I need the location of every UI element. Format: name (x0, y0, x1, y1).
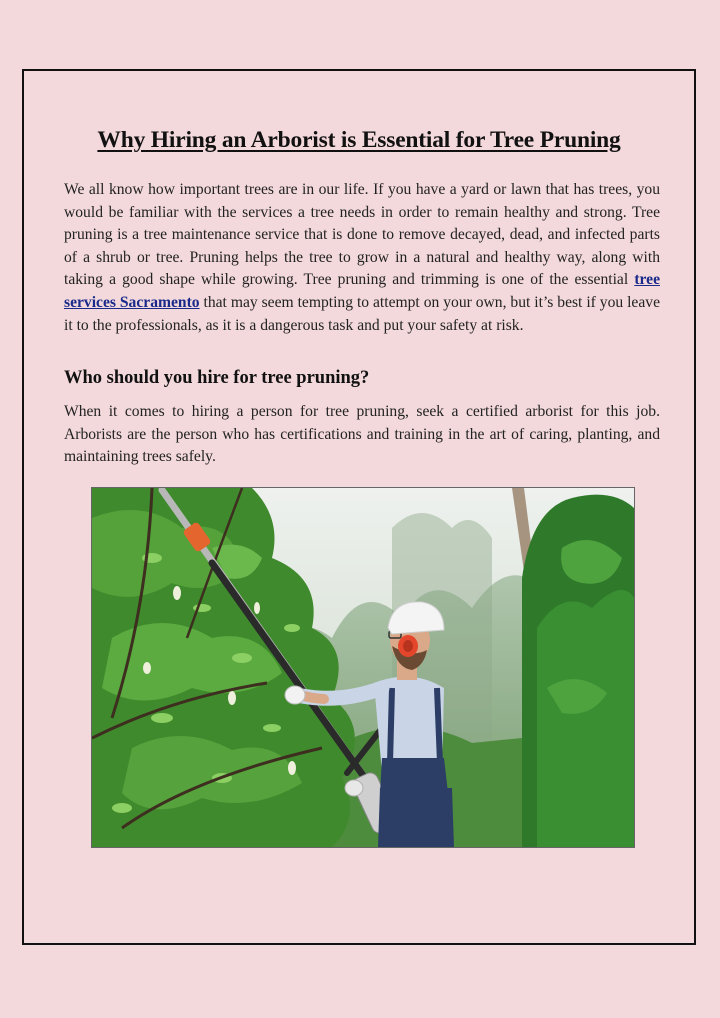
section-paragraph: When it comes to hiring a person for tree pruning, seek a certified arborist for this job. Arborists are the person who has certifications and training in the art of caring, planting, and maintaining trees safely. (64, 403, 660, 466)
arborist-photo (91, 487, 635, 848)
document-frame (22, 69, 696, 945)
page-title: Why Hiring an Arborist is Essential for Tree Pruning (97, 127, 621, 153)
section-heading: Who should you hire for tree pruning? (64, 368, 370, 388)
intro-text-before-link: We all know how important trees are in our life. If you have a yard or lawn that has trees, you would be familiar with the services a tree needs in order to remain healthy and strong. Tree pruning is a tree maintenance service that is done to remove decayed, dead, and infected parts of a shrub or tree. Pruning helps the tree to grow in a natural and healthy way, along with taking a good shape while growing. Tree pruning and trimming is one of the essential (64, 181, 660, 289)
tree-services-link[interactable]: tree services Sacramento (64, 271, 660, 311)
intro-paragraph (64, 179, 660, 337)
intro-text-after-link: that may seem tempting to attempt on your own, but it’s best if you leave it to the professionals, as it is a dangerous task and put your safety at risk. (64, 293, 660, 334)
arborist-illustration (92, 488, 634, 847)
